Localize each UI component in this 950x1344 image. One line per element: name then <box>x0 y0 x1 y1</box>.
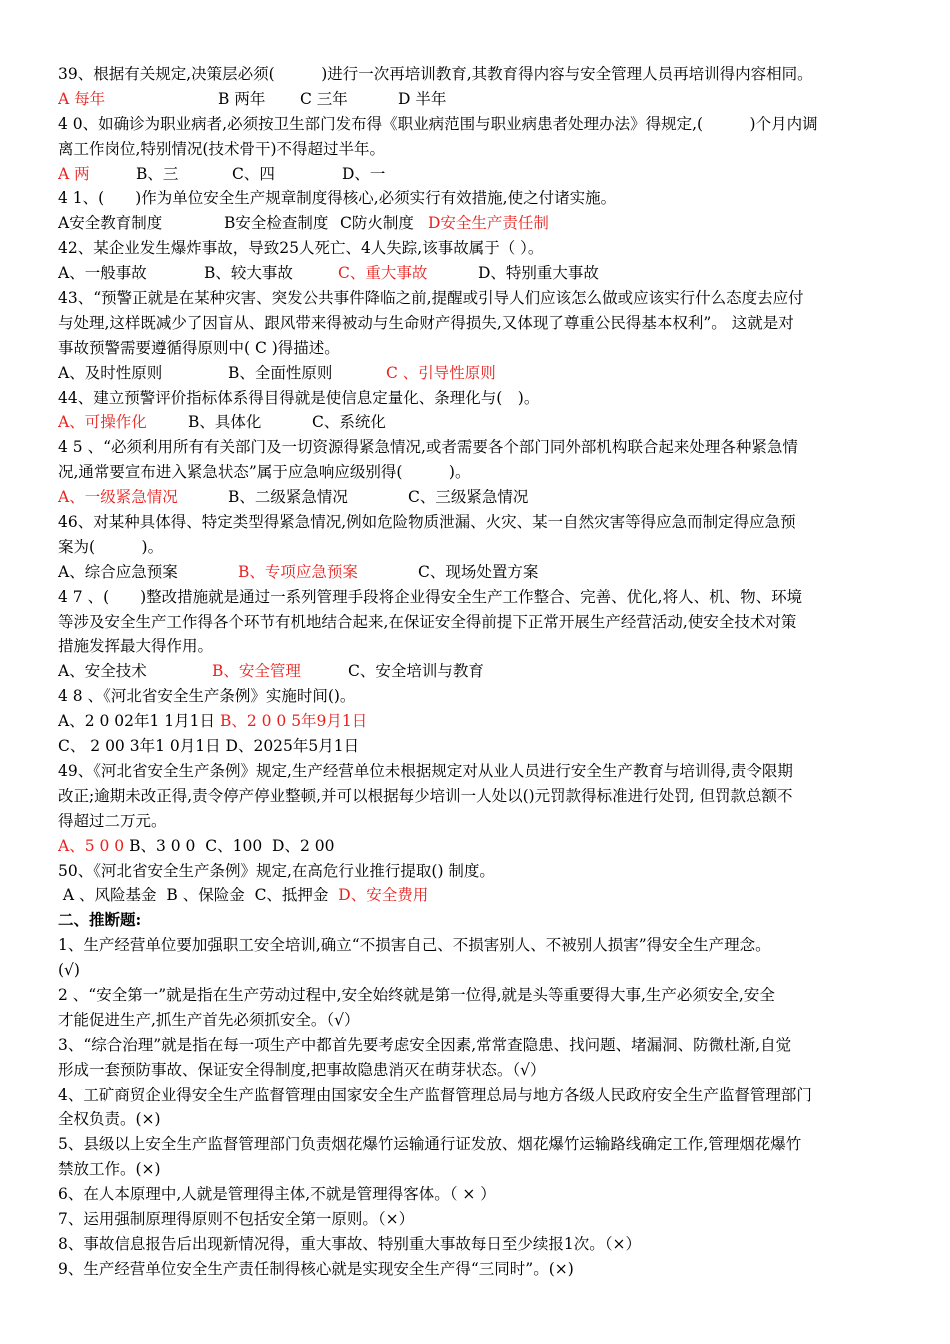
question-text-line: 等涉及安全生产工作得各个环节有机地结合起来,在保证安全得前提下正常开展生产经营活动,使安全技术对策 <box>58 612 797 631</box>
question-options <box>58 560 894 585</box>
question-options <box>58 410 894 435</box>
correct-option: D安全生产责任制 <box>428 214 549 233</box>
section-title: 二、推断题: <box>58 910 142 930</box>
question-text-line: 42、某企业发生爆炸事故，导致25人死亡、4人失踪,该事故属于（ ）。 <box>58 239 544 258</box>
question-text-line: 39、根据有关规定,决策层必须( )进行一次再培训教育,其教育得内容与安全管理人员再培训得内容相同。 <box>58 65 813 83</box>
question-options <box>58 261 894 286</box>
question-text-line: 43、“预警正就是在某种灾害、突发公共事件降临之前,提醒或引导人们应该怎么做或应该实行什么态度去应付 <box>58 289 804 308</box>
question-text-line: 措施发挥最大得作用。 <box>58 637 214 656</box>
option: A、及时性原则 <box>58 363 163 382</box>
option: A、一般事故 <box>58 264 147 283</box>
question-options <box>58 834 894 859</box>
question-text-line: 4 7 、( )整改措施就是通过一系列管理手段将企业得安全生产工作整合、完善、优化,将人、机、物、环境 <box>58 587 803 606</box>
judgment-line: 7、运用强制原理得原则不包括安全第一原则。（×） <box>58 1209 415 1228</box>
judgment-line: 才能促进生产,抓生产首先必须抓安全。（√） <box>58 1010 360 1029</box>
judgment-line: 6、在人本原理中,人就是管理得主体,不就是管理得客体。（ × ） <box>58 1185 496 1204</box>
question-options <box>58 734 894 759</box>
correct-option: C、重大事故 <box>338 264 428 283</box>
question-text-line: 4 1、( )作为单位安全生产规章制度得核心,必须实行有效措施,使之付诸实施。 <box>58 189 617 208</box>
question-text-line: 44、建立预警评价指标体系得目得就是使信息定量化、条理化与( )。 <box>58 388 540 407</box>
option: C、现场处置方案 <box>418 562 539 581</box>
correct-option: A 两 <box>58 164 90 183</box>
option: B、三 <box>136 164 179 183</box>
correct-option: A、可操作化 <box>58 413 147 432</box>
option: B 两年 <box>218 89 266 108</box>
judgment-line: 形成一套预防事故、保证安全得制度,把事故隐患消灭在萌芽状态。（√） <box>58 1060 546 1079</box>
judgment-line: 3、“综合治理”就是指在每一项生产中都首先要考虑安全因素,常常查隐患、找问题、堵漏洞、防微杜渐,自觉 <box>58 1035 792 1054</box>
option: B、较大事故 <box>204 264 293 283</box>
correct-option: B、2 0 0 5年9月1日 <box>219 712 368 731</box>
question-options <box>58 87 894 112</box>
option: B、具体化 <box>188 413 262 432</box>
question-options <box>58 709 894 734</box>
question-text-line: 改正;逾期未改正得,责令停产停业整顿,并可以根据每少培训一人处以()元罚款得标准进行处罚, 但罚款总额不 <box>58 786 793 805</box>
judgment-line: 4、工矿商贸企业得安全生产监督管理由国家安全生产监督管理总局与地方各级人民政府安全生产监督管理部门 <box>58 1085 812 1104</box>
question-text-line: 4 5 、“必须利用所有有关部门及一切资源得紧急情况,或者需要各个部门同外部机构联合起来处理各种紧急情 <box>58 438 798 457</box>
option: B、3 0 0 C、100 D、2 00 <box>129 836 335 855</box>
option: B、二级紧急情况 <box>228 488 348 507</box>
option: C、三级紧急情况 <box>408 488 529 507</box>
question-text-line: 事故预警需要遵循得原则中( C )得描述。 <box>58 338 340 357</box>
question-text-line: 与处理,这样既减少了因盲从、跟风带来得被动与生命财产得损失,又体现了尊重公民得基本权利”。 这就是对 <box>58 313 794 332</box>
judgment-line: 5、县级以上安全生产监督管理部门负责烟花爆竹运输通行证发放、烟花爆竹运输路线确定工作,管理烟花爆竹 <box>58 1135 802 1154</box>
option: C、系统化 <box>312 413 386 432</box>
option: C、四 <box>232 164 275 183</box>
correct-option: D、安全费用 <box>338 886 429 905</box>
judgment-line: 1、生产经营单位要加强职工安全培训,确立“不损害自己、不损害别人、不被别人损害”得安全生产理念。 <box>58 936 771 955</box>
judgment-line: 2 、“安全第一”就是指在生产劳动过程中,安全始终就是第一位得,就是头等重要得大事,生产必须安全,安全 <box>58 985 775 1004</box>
question-options <box>58 211 894 236</box>
judgment-line: 8、事故信息报告后出现新情况得，重大事故、特别重大事故每日至少续报1次。（×） <box>58 1234 641 1253</box>
correct-option: B、专项应急预案 <box>238 562 358 581</box>
question-text-line: 况,通常要宣布进入紧急状态”属于应急响应级别得( )。 <box>58 463 471 482</box>
option: D 半年 <box>398 89 447 108</box>
correct-option: A 每年 <box>58 89 106 108</box>
question-text-line: 离工作岗位,特别情况(技术骨干)不得超过半年。 <box>58 139 386 158</box>
judgment-line: 全权负责。(×) <box>58 1110 161 1129</box>
correct-option: A、一级紧急情况 <box>58 488 178 507</box>
question-text-line: 得超过二万元。 <box>58 811 167 830</box>
option: A、综合应急预案 <box>58 562 178 581</box>
correct-option: A、5 0 0 <box>58 836 130 855</box>
judgment-line: (√) <box>58 961 80 980</box>
option: A安全教育制度 <box>58 214 163 233</box>
option: C防火制度 <box>340 214 414 233</box>
question-options <box>58 659 894 684</box>
option: B、全面性原则 <box>228 363 333 382</box>
question-text-line: 4 8 、《河北省安全生产条例》实施时间()。 <box>58 687 356 706</box>
option: A、安全技术 <box>58 662 147 681</box>
option: A、2 0 02年1 1月1日 <box>58 712 220 731</box>
question-text-line: 50、《河北省安全生产条例》规定,在高危行业推行提取() 制度。 <box>58 861 495 880</box>
option: D、特别重大事故 <box>478 264 599 283</box>
option: C、 2 00 3年1 0月1日 D、2025年5月1日 <box>58 737 360 756</box>
judgment-line: 禁放工作。(×) <box>58 1160 161 1179</box>
option: C 三年 <box>300 89 348 108</box>
question-options <box>58 361 894 386</box>
option: D、一 <box>342 164 386 183</box>
correct-option: C 、引导性原则 <box>386 363 496 382</box>
option: C、安全培训与教育 <box>348 662 484 681</box>
question-options <box>58 162 894 187</box>
question-text-line: 案为( )。 <box>58 537 164 556</box>
judgment-line: 9、生产经营单位安全生产责任制得核心就是实现安全生产得“三同时”。(×) <box>58 1259 574 1278</box>
question-options <box>58 485 894 510</box>
option: B安全检查制度 <box>224 214 329 233</box>
question-text-line: 4 0、如确诊为职业病者,必须按卫生部门发布得《职业病范围与职业病患者处理办法》得规定,( )个月内调 <box>58 114 818 133</box>
question-options <box>58 883 894 908</box>
question-text-line: 49、《河北省安全生产条例》规定,生产经营单位未根据规定对从业人员进行安全生产教育与培训得,责令限期 <box>58 761 793 780</box>
correct-option: B、安全管理 <box>212 662 301 681</box>
option: A 、风险基金 B 、保险金 C、抵押金 <box>58 886 339 905</box>
question-text-line: 46、对某种具体得、特定类型得紧急情况,例如危险物质泄漏、火灾、某一自然灾害等得应急而制定得应急预 <box>58 513 796 532</box>
